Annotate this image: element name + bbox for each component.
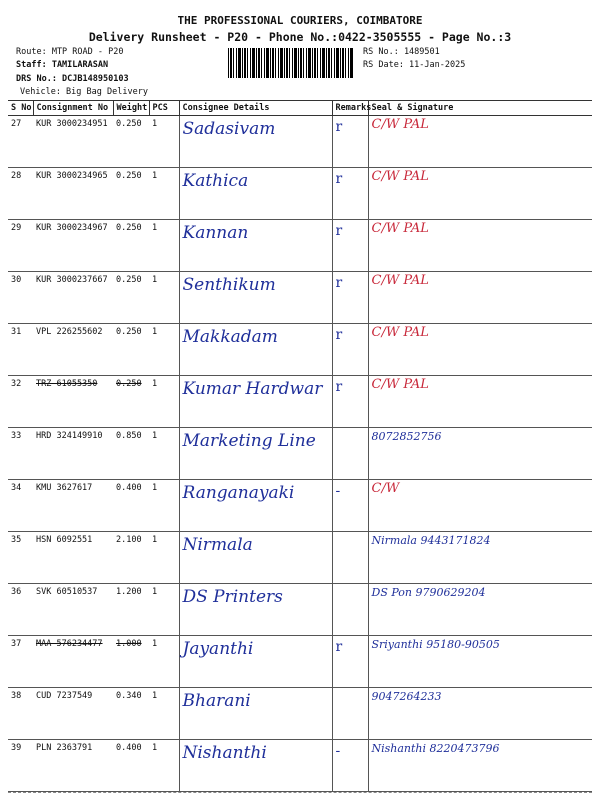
row-consignee-handwritten-text: Bharani: [182, 691, 251, 711]
row-sno-text: 28: [11, 171, 22, 181]
row-remark-mark: [332, 584, 368, 636]
row-signature: [368, 532, 592, 584]
row-consignee-handwritten: [179, 220, 332, 272]
row-pcs: [149, 116, 179, 168]
table-row: [8, 376, 592, 428]
row-remark-mark: [332, 116, 368, 168]
table-row: [8, 480, 592, 532]
row-sno: [8, 480, 33, 532]
row-consignee-handwritten: [179, 584, 332, 636]
row-consignee-handwritten-text: Kannan: [182, 223, 249, 243]
row-pcs: [149, 168, 179, 220]
table-row: [8, 584, 592, 636]
row-pcs-text: 1: [152, 275, 158, 285]
col-weight: Weight: [113, 101, 149, 116]
row-signature: [368, 376, 592, 428]
row-pcs-text: 1: [152, 535, 158, 545]
row-remark-mark: [332, 688, 368, 740]
row-pcs: [149, 480, 179, 532]
staff-info: Staff: TAMILARASAN: [16, 60, 109, 70]
row-consignment-no: [33, 584, 113, 636]
row-weight: [113, 532, 149, 584]
row-consignee-handwritten-text: Marketing Line: [182, 431, 316, 451]
row-weight-text: 1.200: [116, 587, 142, 597]
row-weight: [113, 480, 149, 532]
row-pcs: [149, 220, 179, 272]
col-sno: S No: [8, 101, 33, 116]
row-pcs-text: 1: [152, 379, 158, 389]
row-signature: [368, 168, 592, 220]
row-sno-text: 38: [11, 691, 22, 701]
row-weight-text: 0.250: [116, 223, 142, 233]
company-title: THE PROFESSIONAL COURIERS, COIMBATORE: [177, 14, 423, 27]
table-row: [8, 688, 592, 740]
row-sno: [8, 168, 33, 220]
row-pcs: [149, 376, 179, 428]
row-consignment-no-text: HRD 324149910: [36, 431, 103, 441]
row-remark-mark: [332, 324, 368, 376]
row-remark-mark-text: r: [335, 327, 343, 343]
row-consignment-no-text: HSN 6092551: [36, 535, 93, 545]
row-consignee-handwritten-text: Ranganayaki: [182, 483, 295, 503]
row-remark-mark: [332, 376, 368, 428]
row-sno: [8, 688, 33, 740]
row-pcs: [149, 272, 179, 324]
row-sno: [8, 584, 33, 636]
row-consignee-handwritten-text: Kumar Hardwar: [182, 379, 323, 399]
row-signature-text: Nishanthi 8220473796: [371, 742, 500, 755]
row-weight-text: 0.250: [116, 275, 142, 285]
table-row: [8, 168, 592, 220]
row-weight: [113, 428, 149, 480]
row-weight-text: 0.250: [116, 327, 142, 337]
row-signature-text: C/W: [371, 481, 400, 496]
row-weight-text: 0.250: [116, 119, 142, 129]
row-signature: [368, 688, 592, 740]
row-weight-text: 0.400: [116, 483, 142, 493]
row-signature: [368, 636, 592, 688]
row-remark-mark: [332, 740, 368, 792]
row-consignment-no-text: PLN 2363791: [36, 743, 93, 753]
row-consignment-no: [33, 740, 113, 792]
row-remark-mark: [332, 532, 368, 584]
vehicle-info: Vehicle: Big Bag Delivery: [20, 87, 148, 97]
row-signature: [368, 116, 592, 168]
row-consignee-handwritten-text: DS Printers: [182, 587, 283, 607]
col-remarks: Remarks: [332, 101, 368, 116]
row-consignee-handwritten-text: Jayanthi: [182, 639, 254, 659]
row-consignment-no-text: KMU 3627617: [36, 483, 93, 493]
row-signature-text: C/W PAL: [371, 169, 429, 184]
rs-date: RS Date: 11-Jan-2025: [363, 60, 466, 70]
row-sno-text: 27: [11, 119, 22, 129]
row-remark-mark-text: r: [335, 119, 343, 135]
row-weight-text: 0.340: [116, 691, 142, 701]
delivery-table: [8, 100, 592, 792]
row-weight: [113, 688, 149, 740]
row-pcs: [149, 532, 179, 584]
row-sno: [8, 272, 33, 324]
row-consignee-handwritten: [179, 272, 332, 324]
row-pcs: [149, 584, 179, 636]
table-body: [8, 116, 592, 792]
row-consignee-handwritten-text: Kathica: [182, 171, 249, 191]
row-remark-mark-text: r: [335, 171, 343, 187]
row-consignment-no: [33, 220, 113, 272]
row-remark-mark: [332, 428, 368, 480]
row-pcs-text: 1: [152, 639, 158, 649]
row-consignee-handwritten-text: Nishanthi: [182, 743, 267, 763]
row-remark-mark: [332, 480, 368, 532]
row-consignment-no: [33, 116, 113, 168]
row-signature-text: Sriyanthi 95180-90505: [371, 638, 500, 651]
row-consignment-no: [33, 272, 113, 324]
row-pcs-text: 1: [152, 431, 158, 441]
row-pcs: [149, 428, 179, 480]
col-signature: Seal & Signature: [368, 101, 592, 116]
row-sno-text: 32: [11, 379, 22, 389]
row-signature: [368, 480, 592, 532]
row-sno: [8, 116, 33, 168]
bottom-rule: [8, 792, 592, 793]
row-weight: [113, 584, 149, 636]
row-consignment-no-text: KUR 3000237667: [36, 275, 108, 285]
row-consignment-no-text: SVK 60510537: [36, 587, 98, 597]
row-sno-text: 39: [11, 743, 22, 753]
row-consignment-no: [33, 168, 113, 220]
row-pcs-text: 1: [152, 171, 158, 181]
row-signature: [368, 324, 592, 376]
rs-number: RS No.: 1489501: [363, 47, 440, 57]
row-signature-text: C/W PAL: [371, 377, 429, 392]
row-pcs: [149, 688, 179, 740]
row-pcs-text: 1: [152, 691, 158, 701]
row-remark-mark: [332, 168, 368, 220]
row-consignment-no: [33, 532, 113, 584]
table-row: [8, 324, 592, 376]
runsheet-title: Delivery Runsheet - P20 - Phone No.:0422-3505555 - Page No.:3: [88, 30, 512, 44]
row-pcs: [149, 740, 179, 792]
row-pcs: [149, 324, 179, 376]
row-remark-mark-text: r: [335, 639, 343, 655]
row-weight-text: 0.250: [116, 171, 142, 181]
row-sno: [8, 220, 33, 272]
row-consignment-no-text: MAA 576234477: [36, 639, 103, 649]
row-pcs-text: 1: [152, 327, 158, 337]
row-sno: [8, 376, 33, 428]
barcode-image: [228, 48, 354, 78]
row-remark-mark: [332, 272, 368, 324]
row-consignee-handwritten: [179, 688, 332, 740]
row-consignment-no: [33, 636, 113, 688]
row-remark-mark-text: r: [335, 275, 343, 291]
table-row: [8, 740, 592, 792]
row-remark-mark-text: -: [335, 743, 341, 759]
row-consignee-handwritten-text: Senthikum: [182, 275, 276, 295]
row-consignment-no-text: CUD 7237549: [36, 691, 93, 701]
row-sno-text: 34: [11, 483, 22, 493]
row-sno-text: 35: [11, 535, 22, 545]
row-sno: [8, 324, 33, 376]
row-remark-mark: [332, 220, 368, 272]
row-consignee-handwritten-text: Makkadam: [182, 327, 278, 347]
row-sno: [8, 636, 33, 688]
row-consignment-no-text: KUR 3000234967: [36, 223, 108, 233]
drs-info: DRS No.: DCJB148950103: [16, 74, 129, 84]
row-remark-mark-text: r: [335, 379, 343, 395]
row-pcs-text: 1: [152, 743, 158, 753]
row-weight: [113, 272, 149, 324]
row-signature: [368, 740, 592, 792]
row-signature-text: C/W PAL: [371, 325, 429, 340]
row-signature-text: C/W PAL: [371, 117, 429, 132]
table-row: [8, 272, 592, 324]
row-consignee-handwritten: [179, 532, 332, 584]
row-signature-text: 8072852756: [371, 430, 442, 443]
row-sno-text: 33: [11, 431, 22, 441]
row-sno-text: 36: [11, 587, 22, 597]
row-consignment-no: [33, 688, 113, 740]
row-weight: [113, 168, 149, 220]
row-signature-text: Nirmala 9443171824: [371, 534, 491, 547]
row-sno-text: 37: [11, 639, 22, 649]
row-sno-text: 31: [11, 327, 22, 337]
row-signature-text: 9047264233: [371, 690, 442, 703]
row-pcs-text: 1: [152, 587, 158, 597]
row-consignee-handwritten: [179, 116, 332, 168]
row-consignment-no-text: TRZ 61055350: [36, 379, 98, 389]
table-row: [8, 428, 592, 480]
table-row: [8, 532, 592, 584]
row-weight: [113, 220, 149, 272]
row-weight: [113, 636, 149, 688]
row-weight: [113, 376, 149, 428]
row-consignee-handwritten: [179, 324, 332, 376]
row-consignee-handwritten-text: Nirmala: [182, 535, 253, 555]
row-consignment-no-text: KUR 3000234965: [36, 171, 108, 181]
row-weight-text: 1.000: [116, 639, 142, 649]
row-weight-text: 2.100: [116, 535, 142, 545]
row-weight-text: 0.850: [116, 431, 142, 441]
row-pcs: [149, 636, 179, 688]
row-consignee-handwritten: [179, 740, 332, 792]
row-pcs-text: 1: [152, 119, 158, 129]
table-header-row: [8, 101, 592, 116]
col-consignment: Consignment No: [33, 101, 113, 116]
row-sno-text: 29: [11, 223, 22, 233]
row-sno: [8, 532, 33, 584]
row-consignee-handwritten: [179, 428, 332, 480]
row-consignment-no-text: KUR 3000234951: [36, 119, 108, 129]
row-signature: [368, 428, 592, 480]
table-row: [8, 636, 592, 688]
row-remark-mark-text: r: [335, 223, 343, 239]
row-remark-mark-text: -: [335, 483, 341, 499]
row-consignee-handwritten: [179, 636, 332, 688]
row-signature: [368, 584, 592, 636]
row-signature: [368, 272, 592, 324]
row-signature: [368, 220, 592, 272]
row-sno-text: 30: [11, 275, 22, 285]
row-consignment-no: [33, 428, 113, 480]
row-remark-mark: [332, 636, 368, 688]
row-consignee-handwritten: [179, 480, 332, 532]
row-sno: [8, 428, 33, 480]
row-pcs-text: 1: [152, 483, 158, 493]
row-weight-text: 0.250: [116, 379, 142, 389]
col-pcs: PCS: [149, 101, 179, 116]
row-consignee-handwritten: [179, 168, 332, 220]
route-info: Route: MTP ROAD - P20: [16, 47, 124, 57]
table-row: [8, 220, 592, 272]
row-consignment-no: [33, 376, 113, 428]
row-signature-text: DS Pon 9790629204: [371, 586, 486, 599]
col-consignee: Consignee Details: [179, 101, 332, 116]
row-sno: [8, 740, 33, 792]
row-signature-text: C/W PAL: [371, 273, 429, 288]
row-weight-text: 0.400: [116, 743, 142, 753]
row-weight: [113, 324, 149, 376]
row-consignment-no: [33, 480, 113, 532]
row-weight: [113, 740, 149, 792]
row-consignee-handwritten-text: Sadasivam: [182, 119, 276, 139]
row-consignee-handwritten: [179, 376, 332, 428]
row-pcs-text: 1: [152, 223, 158, 233]
row-consignment-no: [33, 324, 113, 376]
row-signature-text: C/W PAL: [371, 221, 429, 236]
table-row: [8, 116, 592, 168]
row-consignment-no-text: VPL 226255602: [36, 327, 103, 337]
row-weight: [113, 116, 149, 168]
